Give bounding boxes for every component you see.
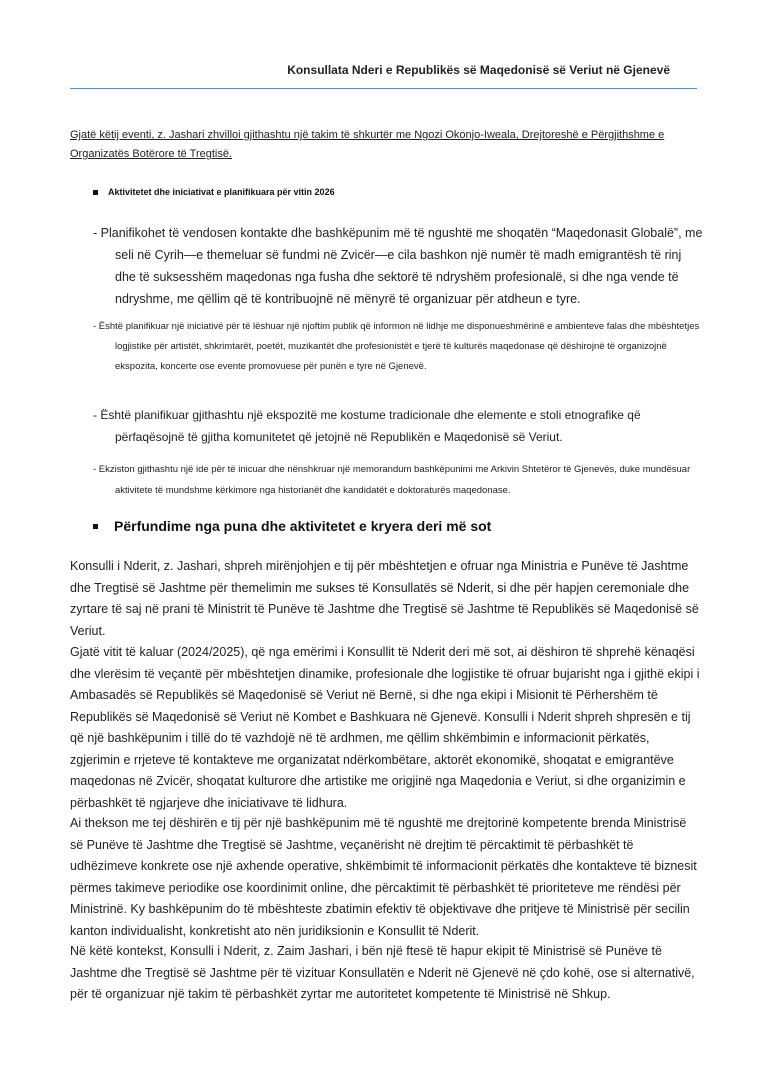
conclusions-section-heading — [93, 518, 491, 534]
body-paragraph: Konsulli i Nderit, z. Jashari, shpreh mirënjohjen e tij për mbështetjen e ofruar nga Ministria e Punëve të Jashtme dhe Tregtisë së Jashtme për themelimin me sukses të Konsullatës së Nderit, si dhe për hapjen ceremoniale dhe zyrtare të saj në prani të Ministrit të Punëve të Jashtme dhe Tregtisë së Jashtme të Republikës së Maqedonisë së Veriut. — [70, 559, 699, 638]
planned-item: - Planifikohet të vendosen kontakte dhe bashkëpunim më të ngushtë me shoqatën “Maqedonasit Globalë”, me seli në Cyrih—e themeluar së fundmi në Zvicër—e cila bashkon një numër të madh emigrantësh të rinj dhe të suksesshëm maqedonas nga fusha dhe sektorë të ndryshëm profesionalë, si dhe nga vende të ndryshme, me qëllim që të kontribuojnë në mënyrë të organizuar për atdheun e tyre. — [93, 226, 703, 306]
intro-paragraph: Gjatë këtij eventi, z. Jashari zhvilloi gjithashtu një takim të shkurtër me Ngozi Okonjo-Iweala, Drejtoreshë e Përgjithshme e Organizatës Botërore të Tregtisë. — [70, 129, 665, 160]
square-bullet-icon — [93, 524, 98, 529]
body-paragraph: Në këtë kontekst, Konsulli i Nderit, z. Zaim Jashari, i bën një ftesë të hapur ekipit të Ministrisë së Punëve të Jashtme dhe Tregtisë së Jashtme për të vizituar Konsullatën e Nderit në Gjenevë në çdo kohë, ose si alternativë, për të organizuar një takim të përbashkët zyrtar me autoritetet kompetente të Ministrisë në Shkup. — [70, 944, 695, 1001]
planned-section-heading — [93, 187, 335, 197]
body-paragraph: Gjatë vitit të kaluar (2024/2025), që nga emërimi i Konsullit të Nderit deri më sot, ai dëshiron të shprehë kënaqësi dhe vlerësim të veçantë për mbështetjen dinamike, profesionale dhe logjistike të ofruar bujarisht nga i gjithë ekipi i Ambasadës së Republikës së Maqedonisë së Veriut në Bernë, si dhe nga ekipi i Misionit të Përhershëm të Republikës së Maqedonisë së Veriut në Kombet e Bashkuara në Gjenevë. Konsulli i Nderit shpreh shpresën e tij që një bashkëpunim i tillë do të vazhdojë në të ardhmen, me qëllim shkëmbimin e informacionit përkatës, zgjerimin e rrjeteve të kontakteve me organizatat ndërkombëtare, aktorët ekonomikë, shoqatat e emigrantëve maqedonas në Zvicër, shoqatat kulturore dhe artistike me origjinë nga Maqedonia e Veriut, si dhe organizimin e përbashkët të ngjarjeve dhe iniciativave të lidhura. — [70, 645, 700, 810]
planned-heading-text: Aktivitetet dhe iniciativat e planifikuara për vitin 2026 — [108, 187, 335, 197]
planned-item: - Është planifikuar një iniciativë për të lëshuar një njoftim publik që informon në lidhje me disponueshmërinë e ambienteve falas dhe mbështetjes logjistike për artistët, shkrimtarët, poetët, muzikantët dhe profesionistët e tjerë të kulturës maqedonase që dëshirojnë të organizojnë ekspozita, koncerte ose evente promovuese për punën e tyre në Gjenevë. — [93, 321, 700, 372]
body-paragraph: Ai thekson me tej dëshirën e tij për një bashkëpunim më të ngushtë me drejtorinë kompetente brenda Ministrisë së Punëve të Jashtme dhe Tregtisë së Jashtme, veçanërisht në drejtim të përcaktimit të përbashkët të udhëzimeve konkrete ose një axhende operative, shkëmbimit të informacionit përkatës dhe kontakteve të biznesit përmes takimeve periodike ose koordinimit online, dhe përcaktimit të përbashkët të prioriteteve me rëndësi për Ministrinë. Ky bashkëpunim do të mbështeste zbatimin efektiv të objektivave dhe pritjeve të Ministrisë për secilin kanton individualisht, konkretisht ato nën juridiksionin e Konsullit të Nderit. — [70, 816, 697, 938]
conclusions-heading-text: Përfundime nga puna dhe aktivitetet e kryera deri më sot — [114, 518, 492, 534]
square-bullet-icon — [93, 190, 98, 195]
planned-item: - Është planifikuar gjithashtu një ekspozitë me kostume tradicionale dhe elemente e stoli etnografike që përfaqësojnë të gjitha komunitetet që jetojnë në Republikën e Maqedonisë së Veriut. — [93, 408, 641, 444]
planned-item: - Ekziston gjithashtu një ide për të inicuar dhe nënshkruar një memorandum bashkëpunimi me Arkivin Shtetëror të Gjenevës, duke mundësuar aktivitete të mundshme kërkimore nga historianët dhe kandidatët e doktoraturës maqedonase. — [93, 464, 691, 496]
header-divider — [70, 88, 697, 89]
page-header-title: Konsullata Nderi e Republikës së Maqedonisë së Veriut në Gjenevë — [287, 63, 670, 77]
